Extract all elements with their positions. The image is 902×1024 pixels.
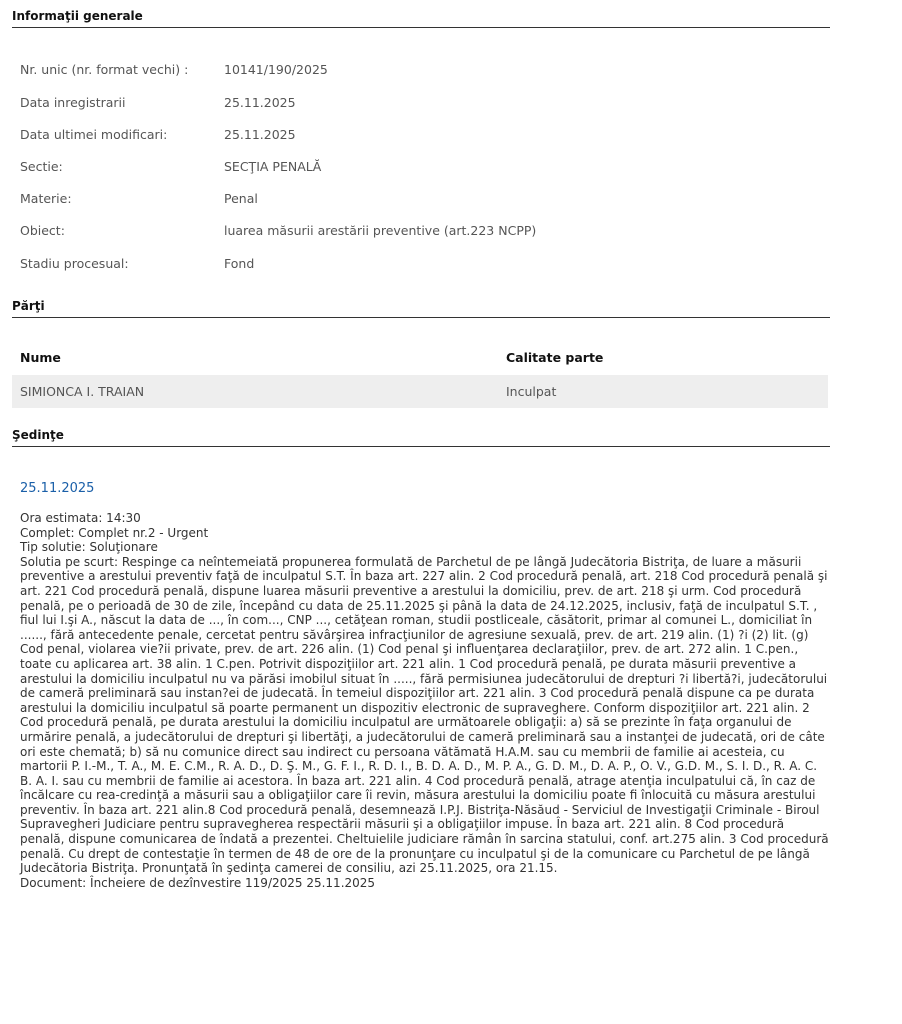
info-value: 10141/190/2025 (224, 62, 328, 77)
info-label: Sectie: (20, 159, 63, 174)
info-value: luarea măsurii arestării preventive (art.223 NCPP) (224, 223, 537, 238)
info-value: SECŢIA PENALĂ (224, 159, 322, 174)
hearing-solution-summary: Solutia pe scurt: Respinge ca neîntemeiată propunerea formulată de Parchetul de pe lângă Judecătoria Bistriţa, de luare a măsurii preventive a arestului preventiv faţă de inculpatul S.T. În baza art. 227 alin. 2 Cod procedură penală, art. 218 Cod procedură penală şi art. 221 Cod procedură penală, dispune luarea măsurii preventive a arestului la domiciliu, prev. de art. 218 şi urm. Cod procedură penală, pe o perioadă de 30 de zile, începând cu data de 25.11.2025 şi până la data de 24.12.2025, inclusiv, faţă de inculpatul S.T. , fiul lui I.şi A., născut la data de ..., în com..., CNP ..., cetăţean roman, studii postliceale, căsătorit, primar al comunei L., domiciliat în ......, fără antecedente penale, cercetat pentru săvârşirea infracţiunilor de agresiune sexuală, prev. de art. 219 alin. (1) ?i (2) lit. (g) Cod penal, violarea vie?ii private, prev. de art. 226 alin. (1) Cod penal şi influenţarea declaraţiilor, prev. de art. 272 alin. 1 C.pen., toate cu aplicarea art. 38 alin. 1 C.pen. Potrivit dispoziţiilor art. 221 alin. 1 Cod procedură penală, pe durata măsurii preventive a arestului la domiciliu inculpatul nu va părăsi imobilul situat în ....., fără permisiunea judecătorului de drepturi ?i libertă?i, judecătorului de cameră preliminară sau instan?ei de judecată. În temeiul dispoziţiilor art. 221 alin. 3 Cod procedură penală dispune ca pe durata arestului la domiciliu inculpatul să poarte permanent un dispozitiv electronic de supraveghere. Conform dispoziţiilor art. 221 alin. 2 Cod procedură penală, pe durata arestului la domiciliu inculpatul are următoarele obligaţii: a) să se prezinte în faţa organului de urmărire penală, a judecătorului de drepturi şi libertăţi, a judecătorului de cameră preliminară sau a instanţei de judecată, ori de câte ori este chemată; b) să nu comunice direct sau indirect cu persoana vătămată H.A.M. sau cu membrii de familie ai acesteia, cu martorii P. I.-M., T. A., M. E. C.M., R. A. D., D. Ş. M., G. F. I., R. D. I., B. D. A. D., M. P. A., G. D. M., D. A. P., O. V., G.D. M., S. I. D., R. A. C. B. A. I. sau cu membrii de familie ai acestora. În baza art. 221 alin. 4 Cod procedură penală, atrage atenţia inculpatului că, în caz de încălcare cu rea-credinţă a măsurii sau a obligaţiilor care îi revin, măsura arestului la domiciliu poate fi înlocuită cu măsura arestului preventiv. În baza art. 221 alin.8 Cod procedură penală, desemnează I.P.J. Bistriţa-Năsăud - Serviciul de Investigaţii Criminale - Biroul Supravegheri Judiciare pentru supravegherea respectării măsurii şi a obligaţiilor impuse. În baza art. 221 alin. 8 Cod procedură penală, dispune comunicarea de îndată a prezentei. Cheltuielile judiciare rămân în sarcina statului, conf. art.275 alin. 3 Cod procedură penală. Cu drept de contestaţie în termen de 48 de ore de la pronunţare cu inculpatul şi de la comunicare cu Parchetul de pe lângă Judecătoria Bistriţa. Pronunţată în şedinţa camerei de consiliu, azi 25.11.2025, ora 21.15. (20, 554, 829, 876)
parties-col-role-header: Calitate parte (506, 350, 604, 365)
hearings-header (12, 428, 830, 447)
general-info-title: Informaţii generale (12, 9, 143, 23)
info-value: Penal (224, 191, 258, 206)
info-value: 25.11.2025 (224, 95, 296, 110)
info-label: Data inregistrarii (20, 95, 126, 110)
hearing-document: Document: Încheiere de dezînvestire 119/2025 25.11.2025 (20, 875, 376, 890)
hearing-panel: Complet: Complet nr.2 - Urgent (20, 525, 209, 540)
hearing-details (20, 511, 830, 890)
table-row (12, 375, 828, 408)
hearing-solution-type: Tip solutie: Soluţionare (20, 540, 158, 555)
info-label: Stadiu procesual: (20, 256, 129, 271)
info-label: Data ultimei modificari: (20, 127, 168, 142)
info-value: 25.11.2025 (224, 127, 296, 142)
parties-col-name-header: Nume (20, 350, 61, 365)
general-info-header (12, 9, 830, 28)
hearing-date: 25.11.2025 (20, 481, 95, 496)
info-label: Materie: (20, 191, 72, 206)
hearings-title: Şedinţe (12, 428, 64, 442)
hearing-time: Ora estimata: 14:30 (20, 511, 141, 525)
info-value: Fond (224, 256, 255, 271)
info-label: Nr. unic (nr. format vechi) : (20, 62, 189, 77)
party-name: SIMIONCA I. TRAIAN (20, 384, 145, 399)
info-label: Obiect: (20, 223, 65, 238)
party-role: Inculpat (506, 384, 557, 399)
parties-header (12, 299, 830, 318)
parties-title: Părţi (12, 299, 45, 313)
